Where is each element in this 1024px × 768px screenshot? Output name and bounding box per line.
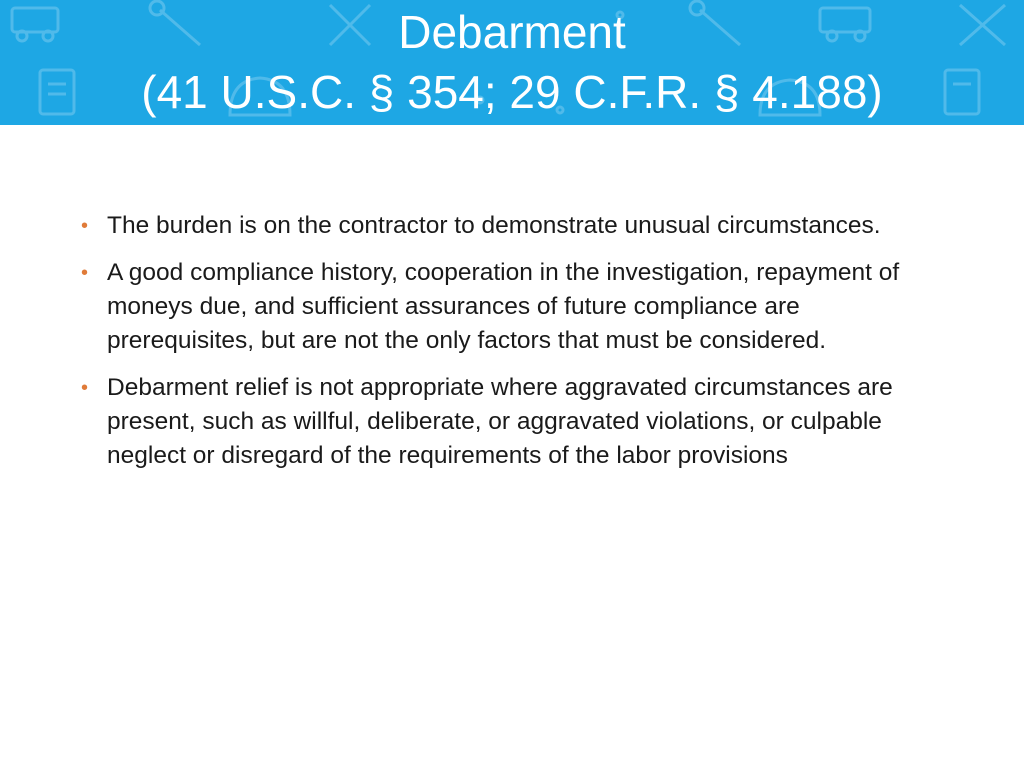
slide-title [0,0,1024,125]
slide-title-line-2: (41 U.S.C. § 354; 29 C.F.R. § 4.188) [141,66,883,118]
bullet-text: Debarment relief is not appropriate where aggravated circumstances are present, such as willful, deliberate, or aggravated violations, or culpable neglect or disregard of the requirements of the labor provisions [107,374,893,469]
bullet-item [78,256,918,358]
bullet-text: A good compliance history, cooperation in the investigation, repayment of moneys due, and sufficient assurances of future compliance are prerequisites, but are not the only factors that must be considered. [107,259,900,354]
bullet-marker-icon: • [81,215,89,237]
bullet-text: The burden is on the contractor to demonstrate unusual circumstances. [107,212,881,239]
slide-title-line-1: Debarment [398,6,626,58]
bullet-marker-icon: • [81,262,89,284]
bullet-marker-icon: • [81,377,89,399]
bullet-item [78,209,918,243]
bullet-list [78,209,918,486]
title-banner [0,0,1024,125]
bullet-item [78,371,918,473]
